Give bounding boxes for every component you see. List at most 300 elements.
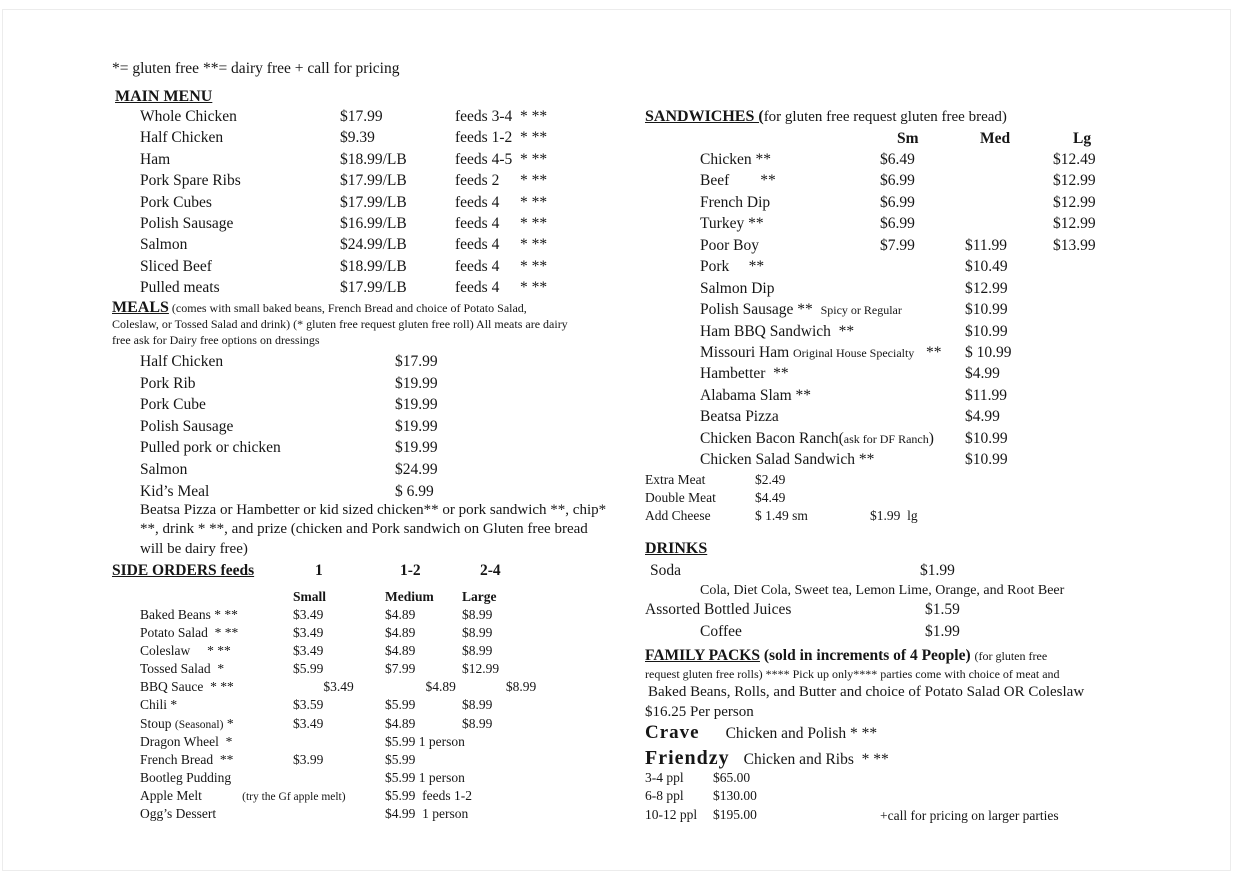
- price-lg: $12.99: [1053, 172, 1096, 190]
- extra-name: Add Cheese: [645, 508, 711, 523]
- price-lg: [1053, 256, 1205, 278]
- item-name-text: Coleslaw * **: [140, 643, 231, 659]
- sandwiches-header: [645, 108, 1205, 126]
- item-price: $19.99: [395, 374, 438, 392]
- sandwiches-size-header: [645, 130, 1165, 149]
- item-name: [700, 385, 880, 407]
- item-price: $19.99: [395, 396, 438, 414]
- family-packs-title: FAMILY PACKS: [645, 647, 760, 664]
- price-med: $10.99: [965, 301, 1008, 319]
- meal-row: [140, 351, 617, 373]
- item-marks: **: [914, 343, 942, 361]
- main-menu-row: [140, 170, 617, 191]
- price-large: $8.99: [462, 715, 493, 731]
- price-small: $3.49: [293, 607, 324, 622]
- item-name: [140, 715, 293, 734]
- price-med: $10.99: [965, 322, 1008, 340]
- price-medium: $7.99: [385, 661, 416, 677]
- soda-flavors: Cola, Diet Cola, Sweet tea, Lemon Lime, Orange, and Root Beer: [700, 583, 1065, 598]
- item-name-text: Apple Melt: [140, 787, 202, 803]
- item-name: Half Chicken: [140, 353, 224, 370]
- item-name: [700, 256, 880, 278]
- item-name-text: Missouri Ham: [700, 343, 793, 361]
- item-name: [700, 363, 880, 385]
- item-name: [700, 149, 880, 171]
- price-small: $5.99: [293, 661, 324, 677]
- side-order-row: [140, 642, 632, 660]
- family-packs-subtitle: (sold in increments of 4 People): [759, 647, 975, 664]
- price-lg: [1053, 363, 1205, 385]
- side-order-row: [140, 733, 632, 751]
- kids-meal-note: Beatsa Pizza or Hambetter or kid sized chicken** or pork sandwich **, chip* **, drink * **, and prize (chicken and Pork sandwich on Gluten free bread will be dairy free): [140, 502, 607, 557]
- price-sm: $6.99: [880, 172, 915, 190]
- drinks-title: DRINKS: [645, 540, 708, 557]
- sandwiches-note: for gluten free request gluten free bread): [763, 109, 1007, 125]
- price-small: $3.49: [293, 715, 324, 731]
- extra-name: Double Meat: [645, 490, 716, 505]
- pack-name: Friendzy: [645, 747, 730, 769]
- sandwich-row: [700, 321, 1205, 342]
- item-price: $19.99: [395, 417, 438, 435]
- price-sm: [880, 321, 965, 343]
- item-name: [140, 751, 293, 770]
- item-note: Original House Specialty: [793, 345, 915, 360]
- pack-friendzy: [645, 747, 889, 770]
- item-name: Polish Sausage: [140, 417, 234, 435]
- price-medium: $4.89: [385, 715, 416, 731]
- item-name-text: Pork **: [700, 258, 765, 276]
- price-medium: $5.99 1 person: [385, 769, 465, 785]
- extra-price-2: [870, 489, 1045, 507]
- item-name: [700, 278, 880, 300]
- item-name: Whole Chicken: [140, 108, 237, 125]
- price-small: [293, 733, 385, 752]
- pack-price: $130.00: [713, 788, 757, 804]
- item-marks: * **: [520, 150, 548, 168]
- pack-price: $65.00: [713, 770, 751, 785]
- price-small: $3.59: [293, 697, 324, 713]
- meal-row: [140, 394, 617, 416]
- item-feeds: feeds 4: [455, 193, 500, 211]
- sandwich-row: [700, 342, 1205, 363]
- item-name: [140, 696, 293, 715]
- item-feeds: feeds 3-4: [455, 108, 513, 125]
- item-name-text: Chili *: [140, 697, 178, 713]
- price-med: [965, 213, 1053, 235]
- item-name: Pork Spare Ribs: [140, 172, 241, 190]
- item-name: [700, 449, 880, 471]
- item-price: $18.99/LB: [340, 150, 407, 168]
- extra-row: [645, 507, 1045, 525]
- item-name-text: Ogg’s Dessert: [140, 806, 217, 822]
- side-orders-list: [112, 606, 632, 823]
- item-feeds: feeds 4-5: [455, 150, 513, 168]
- item-price: $24.99/LB: [340, 236, 407, 254]
- main-menu-header: [115, 88, 212, 106]
- item-name: [140, 606, 293, 625]
- side-orders-header: [112, 562, 617, 582]
- item-name-text: Bootleg Pudding: [140, 769, 232, 785]
- price-large: [462, 733, 632, 752]
- legend-note: *= gluten free **= dairy free + call for pricing: [112, 60, 400, 77]
- meal-row: [140, 373, 617, 395]
- item-name: [700, 321, 880, 343]
- meal-row: [140, 437, 617, 459]
- drink-price: $1.99: [920, 562, 955, 579]
- price-med: $12.99: [965, 279, 1008, 297]
- side-order-row: [140, 787, 632, 805]
- size-col-small: Small: [293, 589, 327, 604]
- item-price: $17.99/LB: [340, 193, 407, 211]
- extra-row: [645, 489, 1045, 507]
- sandwiches-title: SANDWICHES (: [645, 108, 764, 125]
- sandwich-row: [700, 428, 1205, 449]
- item-marks: * **: [520, 214, 548, 232]
- meals-title: MEALS: [112, 299, 169, 316]
- item-name: Half Chicken: [140, 129, 224, 147]
- price-sm: [880, 256, 965, 278]
- price-medium: $4.99 1 person: [385, 806, 469, 822]
- meals-list: [112, 351, 617, 502]
- sandwich-row: [700, 256, 1205, 277]
- family-packs-header: [645, 646, 1145, 666]
- sandwich-row: [700, 406, 1205, 427]
- price-small: [293, 805, 385, 824]
- price-lg: [1053, 321, 1205, 343]
- item-marks: * **: [520, 108, 548, 125]
- item-name-text: Tossed Salad *: [140, 661, 225, 677]
- side-order-row: [140, 606, 632, 624]
- item-name-text: Polish Sausage **: [700, 301, 821, 319]
- price-lg: $12.99: [1053, 215, 1096, 233]
- item-name-text: Salmon Dip: [700, 279, 775, 297]
- price-medium: $5.99 feeds 1-2: [385, 787, 472, 803]
- item-note: (try the Gf apple melt): [201, 790, 346, 803]
- extra-price: $2.49: [755, 472, 786, 487]
- sandwich-extras-list: [645, 471, 1045, 525]
- drink-name: Assorted Bottled Juices: [645, 601, 792, 618]
- item-name: [140, 660, 293, 679]
- item-name-text: Hambetter **: [700, 365, 789, 383]
- item-name-text: BBQ Sauce * **: [140, 679, 234, 695]
- price-lg: [1053, 278, 1205, 300]
- price-sm: [880, 299, 965, 321]
- price-small: $3.49: [293, 679, 354, 695]
- price-large: $8.99: [462, 697, 493, 713]
- sandwich-row: [700, 299, 1205, 320]
- item-name-text: Ham BBQ Sandwich **: [700, 322, 855, 340]
- drink-name: Coffee: [700, 623, 742, 640]
- pack-size-label: 3-4 ppl: [645, 770, 684, 785]
- item-name-text: Beef **: [700, 172, 776, 190]
- sandwich-row: [700, 213, 1205, 234]
- item-name-text: Beatsa Pizza: [700, 408, 779, 426]
- sandwich-row: [700, 449, 1205, 470]
- item-marks: * **: [520, 236, 548, 254]
- main-menu-row: [140, 256, 617, 277]
- item-price: $17.99: [340, 108, 383, 125]
- size-col-med: Med: [980, 130, 1011, 147]
- extra-name: Extra Meat: [645, 472, 706, 487]
- item-name: Sliced Beef: [140, 257, 212, 275]
- price-med: $4.99: [965, 365, 1000, 383]
- price-lg: [1053, 428, 1205, 450]
- pack-price-row: [645, 769, 945, 787]
- price-large: $8.99: [462, 643, 493, 659]
- drink-row-juices: [645, 601, 1065, 619]
- item-price: $17.99/LB: [340, 172, 407, 190]
- item-feeds: feeds 4: [455, 236, 500, 254]
- item-name-text: French Bread **: [140, 751, 234, 767]
- price-sm: [880, 278, 965, 300]
- price-large: $8.99: [462, 625, 493, 641]
- price-med: [965, 170, 1053, 192]
- price-med: [965, 149, 1053, 171]
- item-marks: *: [223, 715, 234, 731]
- price-sm: $6.99: [880, 215, 915, 233]
- side-order-row: [140, 660, 632, 678]
- extra-row: [645, 471, 1045, 489]
- drink-row-soda: [650, 562, 1050, 580]
- price-sm: $7.99: [880, 236, 915, 254]
- item-name: Salmon: [140, 236, 188, 254]
- price-small: $3.49: [293, 625, 324, 641]
- price-lg: $13.99: [1053, 236, 1096, 254]
- price-sm: [880, 385, 965, 407]
- price-lg: $12.49: [1053, 151, 1096, 168]
- item-price: $ 6.99: [395, 482, 434, 500]
- item-name-text: Turkey **: [700, 215, 764, 233]
- main-menu-row: [140, 127, 617, 148]
- side-orders-size-header: [112, 589, 617, 606]
- sandwich-row: [700, 170, 1205, 191]
- side-order-row: [140, 805, 632, 823]
- family-packs-note-2: request gluten free rolls) **** Pick up only**** parties come with choice of meat and: [645, 667, 1060, 681]
- price-lg: [1053, 342, 1205, 364]
- item-feeds: feeds 2: [455, 172, 500, 190]
- item-name: Pork Cube: [140, 396, 206, 414]
- price-lg: $12.99: [1053, 193, 1096, 211]
- item-name: Ham: [140, 150, 171, 168]
- item-price: $17.99/LB: [340, 279, 407, 297]
- item-name-text: Baked Beans * **: [140, 607, 238, 622]
- item-feeds: feeds 1-2: [455, 129, 513, 147]
- item-price: $16.99/LB: [340, 214, 407, 232]
- price-large: [462, 769, 632, 788]
- extra-price-2: [870, 471, 1045, 489]
- item-name-text: Dragon Wheel *: [140, 733, 233, 749]
- extra-price: $ 1.49 sm: [755, 508, 808, 523]
- pack-crave: [645, 722, 877, 744]
- price-med: $10.99: [965, 429, 1008, 447]
- item-marks: * **: [520, 193, 548, 211]
- price-sm: [880, 449, 965, 471]
- main-menu-row: [140, 213, 617, 234]
- family-packs-note-1: (for gluten free: [974, 649, 1048, 663]
- size-col-large: Large: [462, 589, 497, 604]
- item-name: Pork Cubes: [140, 193, 212, 211]
- item-name: [700, 235, 880, 257]
- pack-name: Crave: [645, 722, 700, 743]
- meals-header: [112, 300, 570, 348]
- price-med: $10.99: [965, 451, 1008, 469]
- item-name: [700, 299, 902, 321]
- price-medium: $4.89: [385, 679, 456, 695]
- item-name: [700, 192, 880, 214]
- price-med: $10.49: [965, 258, 1008, 276]
- sandwich-row: [700, 192, 1205, 213]
- item-note: (Seasonal): [174, 718, 224, 731]
- item-note: Spicy or Regular: [820, 303, 902, 318]
- price-large: [462, 805, 632, 824]
- feeds-col-2: 1-2: [400, 562, 421, 579]
- main-menu-row: [140, 149, 617, 170]
- price-small: [293, 787, 385, 806]
- price-medium: $4.89: [385, 643, 416, 659]
- pack-size-label: 6-8 ppl: [645, 788, 684, 804]
- item-name-text: Potato Salad * **: [140, 625, 239, 641]
- side-order-row: [140, 769, 632, 787]
- item-name: [140, 787, 346, 806]
- price-lg: [1053, 406, 1205, 428]
- price-med: [965, 192, 1053, 214]
- price-sm: $6.99: [880, 193, 915, 211]
- main-menu-list: [112, 106, 617, 299]
- item-name: [700, 406, 880, 428]
- size-col-sm: Sm: [897, 130, 919, 147]
- item-name: [140, 642, 293, 661]
- side-order-row: [140, 715, 632, 733]
- drinks-header: [645, 540, 707, 558]
- price-sm: [880, 342, 965, 364]
- item-name: [700, 342, 942, 364]
- price-med: $11.99: [965, 236, 1008, 254]
- price-large: [462, 751, 632, 770]
- meal-row: [140, 481, 617, 503]
- feeds-col-3: 2-4: [480, 562, 501, 579]
- extra-price: $4.49: [755, 490, 786, 505]
- side-order-row: [140, 678, 632, 696]
- sandwich-row: [700, 235, 1205, 256]
- item-marks: * **: [520, 257, 548, 275]
- pack-price: $195.00: [713, 806, 757, 822]
- side-order-row: [140, 624, 632, 642]
- item-name: [700, 170, 880, 192]
- item-feeds: feeds 4: [455, 279, 500, 297]
- item-name: [140, 678, 293, 697]
- sandwich-row: [700, 149, 1205, 170]
- price-medium: $5.99: [385, 697, 416, 713]
- item-price: $9.39: [340, 129, 375, 147]
- item-name: [700, 428, 934, 450]
- item-name: Kid’s Meal: [140, 482, 210, 500]
- meal-row: [140, 416, 617, 438]
- price-med: $ 10.99: [965, 343, 1012, 361]
- side-orders-title: SIDE ORDERS feeds: [112, 562, 255, 579]
- sandwiches-list: [645, 149, 1205, 471]
- item-name-text: Stoup: [140, 715, 175, 731]
- drink-price: $1.59: [925, 601, 960, 618]
- item-name: [140, 769, 293, 788]
- price-med: $11.99: [965, 386, 1008, 404]
- price-medium: $4.89: [385, 625, 416, 641]
- price-large: [462, 787, 632, 806]
- family-packs-note-3: Baked Beans, Rolls, and Butter and choice of Potato Salad OR Coleslaw: [648, 684, 1085, 700]
- main-menu-title: MAIN MENU: [115, 88, 213, 105]
- price-large: $8.99: [462, 607, 493, 622]
- item-price: $19.99: [395, 439, 438, 457]
- drink-name: Soda: [650, 562, 681, 579]
- extra-price-2: $1.99 lg: [870, 508, 918, 523]
- drink-row-coffee: [700, 623, 1060, 641]
- sandwich-row: [700, 385, 1205, 406]
- family-packs-per-person: $16.25 Per person: [645, 704, 754, 720]
- item-name: [140, 624, 293, 643]
- main-menu-row: [140, 277, 617, 298]
- item-marks: * **: [520, 172, 548, 190]
- price-large: $12.99: [462, 661, 500, 677]
- price-lg: [1053, 299, 1205, 321]
- family-packs-section: [645, 646, 1145, 723]
- main-menu-row: [140, 234, 617, 255]
- item-name: Salmon: [140, 460, 188, 478]
- larger-parties-note: +call for pricing on larger parties: [880, 808, 1059, 823]
- price-small: [293, 769, 385, 788]
- item-feeds: feeds 4: [455, 257, 500, 275]
- price-small: $3.49: [293, 643, 324, 659]
- item-name: [140, 805, 293, 824]
- pack-size-label: 10-12 ppl: [645, 806, 698, 822]
- price-sm: [880, 428, 965, 450]
- price-medium: $5.99 1 person: [385, 733, 465, 749]
- item-name-text: Chicken Salad Sandwich **: [700, 451, 875, 469]
- pack-price-row: [645, 787, 945, 805]
- item-name-text: Poor Boy: [700, 236, 759, 254]
- item-name-text: Alabama Slam **: [700, 386, 812, 404]
- price-sm: $6.49: [880, 151, 915, 168]
- main-menu-row: [140, 192, 617, 213]
- item-price: $18.99/LB: [340, 257, 407, 275]
- price-sm: [880, 363, 965, 385]
- size-col-medium: Medium: [385, 589, 434, 604]
- item-note: ask for DF Ranch: [843, 431, 929, 446]
- item-name: Pork Rib: [140, 374, 196, 392]
- item-name: [140, 733, 293, 752]
- meals-description: (comes with small baked beans, French Bread and choice of Potato Salad, Coleslaw, or Tossed Salad and drink) (* gluten free request gluten free roll) All meats are dairy free ask for Dairy free options on dressings: [112, 301, 568, 347]
- sandwich-row: [700, 278, 1205, 299]
- price-medium: $5.99: [385, 751, 416, 767]
- item-marks: ): [928, 429, 934, 447]
- price-large: $8.99: [462, 679, 537, 695]
- item-name: Pulled meats: [140, 279, 220, 297]
- item-feeds: feeds 4: [455, 214, 500, 232]
- item-name-text: French Dip: [700, 193, 771, 211]
- pack-description: Chicken and Ribs * **: [743, 751, 889, 768]
- main-menu-row: [140, 106, 617, 127]
- side-order-row: [140, 751, 632, 769]
- size-col-lg: Lg: [1073, 130, 1092, 147]
- feeds-col-1: 1: [315, 562, 323, 579]
- price-small: $3.99: [293, 751, 324, 767]
- item-marks: * **: [520, 279, 548, 297]
- item-price: $17.99: [395, 353, 438, 370]
- item-marks: * **: [520, 129, 548, 147]
- item-name: [700, 213, 880, 235]
- side-order-row: [140, 696, 632, 714]
- item-name-text: Chicken Bacon Ranch(: [700, 429, 844, 447]
- drink-price: $1.99: [925, 623, 960, 640]
- item-name: Pulled pork or chicken: [140, 439, 281, 457]
